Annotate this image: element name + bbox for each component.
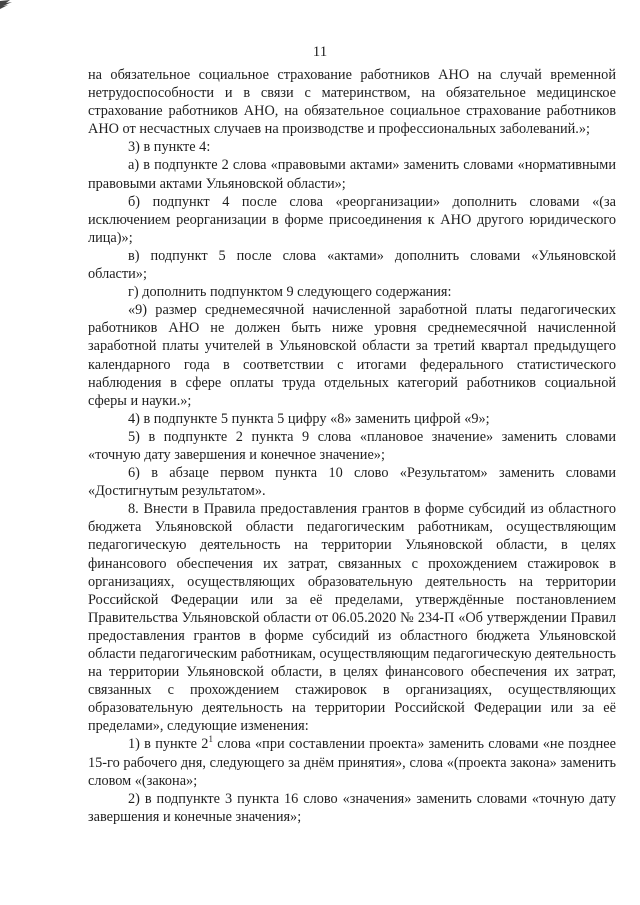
paragraph: на обязательное социальное страхование работников АНО на случай временной нетрудоспособности и в связи с материнством, на обязательное медицинское страхование работников АНО, на обязательное социальное страхование работников АНО от несчастных случаев на производстве и профессиональных заболеваний.»; — [88, 67, 616, 138]
paragraph: 6) в абзаце первом пункта 10 слово «Результатом» заменить словами «Достигнутым результатом». — [88, 465, 616, 500]
paragraph: 5) в подпункте 2 пункта 9 слова «плановое значение» заменить словами «точную дату завершения и конечное значение»; — [88, 428, 616, 463]
paragraph: б) подпункт 4 после слова «реорганизации» дополнить словами «(за исключением реорганизации в форме присоединения к АНО другого юридического лица)»; — [88, 193, 616, 246]
paragraph: в) подпункт 5 после слова «актами» дополнить словами «Ульяновской области»; — [88, 247, 616, 283]
page-number: 11 — [312, 44, 328, 60]
paragraph: 3) в пункте 4: — [128, 139, 211, 156]
paragraph-lead-rest: слова «при составлении проекта» заменить словами — [212, 736, 543, 753]
paragraph-rest: «не позднее 15-го рабочего дня, следующего за днём принятия», слова «(проекта закона» заменить словом «(закона»; — [88, 736, 617, 789]
scan-artifact — [0, 0, 16, 14]
paragraph: г) дополнить подпунктом 9 следующего содержания: — [128, 284, 452, 301]
paragraph-lead: 1) в пункте 2 — [128, 736, 209, 753]
paragraph: а) в подпункте 2 слова «правовыми актами» заменить словами «нормативными правовыми актами Ульяновской области»; — [88, 157, 616, 192]
superscript: 1 — [208, 734, 213, 745]
paragraph: 4) в подпункте 5 пункта 5 цифру «8» заменить цифрой «9»; — [128, 410, 490, 427]
paragraph: «9) размер среднемесячной начисленной заработной платы педагогических работников АНО не должен быть ниже уровня среднемесячной начисленной заработной платы учителей в Ульяновской области за третий квартал предыдущего календарного года в соответствии с итогами федерального статистического наблюдения в сфере оплаты труда отдельных категорий работников социальной сферы и науки.»; — [88, 302, 616, 409]
paragraph: 8. Внести в Правила предоставления грантов в форме субсидий из областного бюджета Ульяновской области педагогическим работникам, осуществляющим педагогическую деятельность на территории Ульяновской области, в целях финансового обеспечения их затрат, связанных с прохождением стажировок в организациях, осуществляющих образовательную деятельность на территории Российской Федерации или за её пределами, утверждённые постановлением Правительства Ульяновской области от 06.05.2020 № 234-П «Об утверждении Правил предоставления грантов в форме субсидий из областного бюджета Ульяновской области педагогическим работникам, осуществляющим педагогическую деятельность на территории Ульяновской области, в целях финансового обеспечения их затрат, связанных с прохождением стажировок в организациях, осуществляющих образовательную деятельность на территории Российской Федерации или за её пределами», следующие изменения: — [88, 501, 616, 735]
paragraph: 2) в подпункте 3 пункта 16 слово «значения» заменить словами «точную дату завершения и конечные значения»; — [88, 790, 616, 825]
paragraph-with-superscript — [88, 735, 616, 789]
document-body — [88, 66, 616, 826]
